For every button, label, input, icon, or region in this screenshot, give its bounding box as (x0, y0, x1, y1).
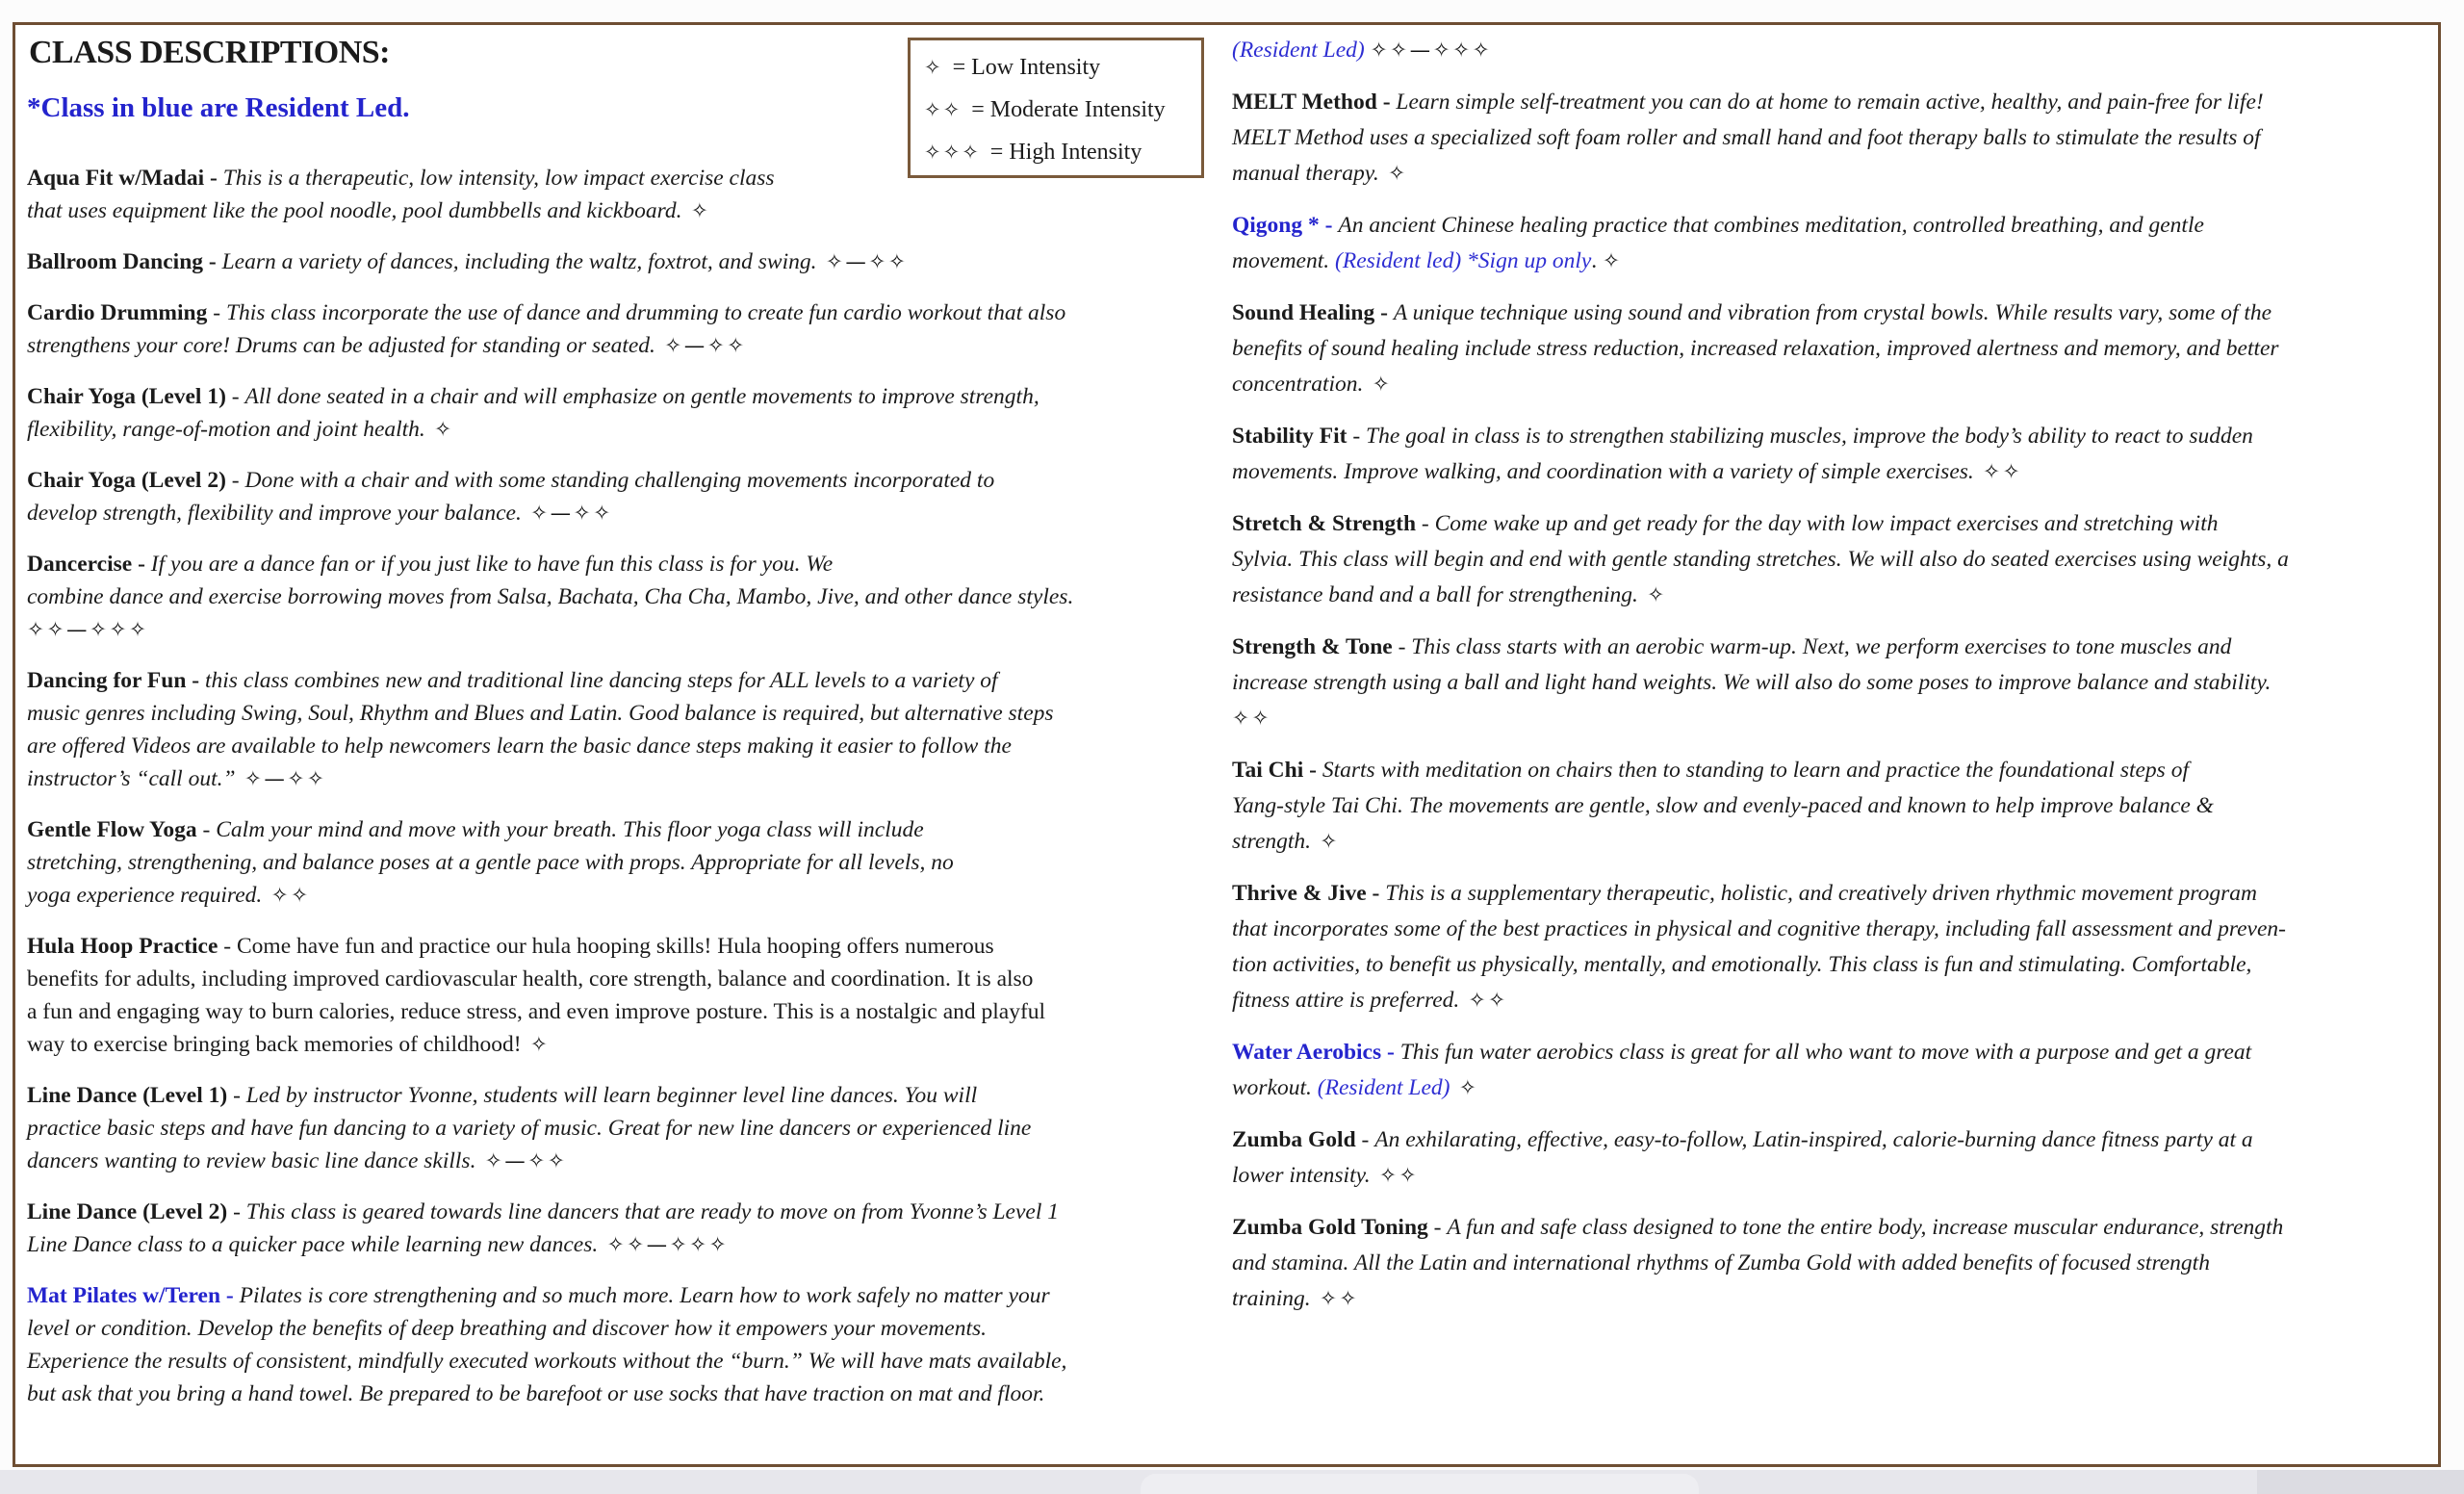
text-segment: movements. Improve walking, and coordination with a variety of simple exercises. (1232, 459, 1974, 484)
class-description-gentle-flow-yoga (27, 813, 1238, 913)
resident-led-note: *Class in blue are Resident Led. (27, 92, 410, 123)
text-segment: combine dance and exercise borrowing moves from Salsa, Bachata, Cha Cha, Mambo, Jive, and other dance styles. (27, 584, 1074, 609)
text-line (1232, 244, 2441, 279)
text-segment: Hula Hoop Practice (27, 934, 224, 959)
text-line (1232, 85, 2441, 120)
intensity-diamond-icon: ✧ (1603, 249, 1623, 273)
intensity-diamond-icon: ✧—✧✧ (816, 250, 909, 274)
text-segment: This class is geared towards line dancers that are ready to move on from Yvonne’s Level 1 (245, 1199, 1059, 1224)
text-segment: concentration. (1232, 372, 1364, 397)
text-line (1232, 912, 2441, 947)
text-line (27, 548, 1238, 580)
text-segment: Learn a variety of dances, including the waltz, foxtrot, and swing. (221, 249, 817, 274)
text-line (1232, 1035, 2441, 1070)
text-line (27, 1196, 1238, 1228)
text-segment: All done seated in a chair and will emphasize on gentle movements to improve strength, (244, 384, 1040, 409)
text-line (1232, 1070, 2441, 1106)
text-segment: fitness attire is preferred. (1232, 988, 1460, 1013)
text-segment: - (202, 817, 217, 842)
text-segment: Aqua Fit w/Madai - (27, 166, 223, 191)
text-segment: strength. (1232, 829, 1312, 854)
class-description-chair-yoga-level-2 (27, 464, 1238, 530)
text-segment: - (1352, 424, 1367, 449)
text-line (1232, 824, 2441, 860)
text-segment: This fun water aerobics class is great for all who want to move with a purpose and get a great (1399, 1040, 2252, 1065)
text-line (1232, 983, 2441, 1018)
class-description-zumba-gold-toning (1232, 1210, 2441, 1317)
text-segment: yoga experience required. (27, 883, 263, 908)
text-line (1232, 296, 2441, 331)
text-segment: (Resident led) *Sign up only (1335, 248, 1592, 273)
text-line (1232, 156, 2441, 192)
taskbar-shape (1141, 1474, 1699, 1494)
text-segment: Dancercise - (27, 552, 151, 577)
text-segment: Zumba Gold (1232, 1127, 1362, 1152)
text-segment: . (1591, 248, 1604, 273)
text-line (1232, 578, 2441, 613)
text-line (1232, 1122, 2441, 1158)
text-line (27, 930, 1238, 963)
text-line (27, 380, 1238, 413)
text-segment: Chair Yoga (Level 2) (27, 468, 232, 493)
text-segment: Sound Healing - (1232, 300, 1394, 325)
text-line (27, 162, 1238, 194)
text-segment: This class starts with an aerobic warm-up. Next, we perform exercises to tone muscles and (1411, 634, 2232, 659)
text-line (1232, 542, 2441, 578)
text-segment: Mat Pilates w/Teren - (27, 1283, 240, 1308)
text-segment: Strength & Tone (1232, 634, 1399, 659)
text-line (27, 813, 1238, 846)
intensity-diamond-icon: ✧✧—✧✧✧ (27, 618, 149, 642)
text-segment: - (231, 468, 245, 493)
text-segment: - (1361, 1127, 1375, 1152)
text-line (27, 697, 1238, 730)
text-segment: that uses equipment like the pool noodle, pool dumbbells and kickboard. (27, 198, 682, 223)
text-line (27, 1028, 1238, 1062)
intensity-diamond-icon: ✧ (424, 418, 454, 442)
text-segment: flexibility, range-of-motion and joint health. (27, 417, 425, 442)
text-segment: Tai Chi - (1232, 758, 1322, 783)
text-line (1232, 876, 2441, 912)
text-segment: An exhilarating, effective, easy-to-follow, Latin-inspired, calorie-burning dance fitness party at a (1374, 1127, 2253, 1152)
legend-label: = Low Intensity (946, 55, 1101, 80)
text-segment: dancers wanting to review basic line dance skills. (27, 1148, 476, 1173)
intensity-diamond-icon: ✧✧ (1973, 460, 2023, 484)
class-description-line-dance-level-1 (27, 1079, 1238, 1178)
legend-label: = Moderate Intensity (965, 97, 1166, 122)
text-segment: that incorporates some of the best practices in physical and cognitive therapy, including fall assessment and preven- (1232, 916, 2286, 941)
class-list-left-column (27, 162, 1238, 1428)
text-segment: manual therapy. (1232, 161, 1379, 186)
text-segment: If you are a dance fan or if you just like to have fun this class is for you. We (150, 552, 834, 577)
window-bottom-edge (0, 1470, 2464, 1494)
text-segment: A fun and safe class designed to tone the entire body, increase muscular endurance, strength (1447, 1215, 2284, 1240)
text-line (27, 1145, 1238, 1178)
intensity-diamond-icon: ✧✧ (1310, 1287, 1359, 1311)
text-line (1232, 1158, 2441, 1194)
class-description-mat-pilates-continued (1232, 33, 2441, 68)
intensity-diamond-icon: ✧—✧✧ (654, 334, 747, 358)
text-line (1232, 701, 2441, 736)
text-segment: This is a supplementary therapeutic, holistic, and creatively driven rhythmic movement program (1385, 881, 2257, 906)
text-segment: Water Aerobics - (1232, 1040, 1400, 1065)
text-line (1232, 208, 2441, 244)
text-line (27, 762, 1238, 796)
intensity-diamond-icon: ✧ (924, 56, 943, 79)
text-segment: Thrive & Jive - (1232, 881, 1386, 906)
text-segment: Line Dance (Level 2) (27, 1199, 234, 1224)
text-segment: benefits for adults, including improved cardiovascular health, core strength, balance and coordination. It is also (27, 966, 1034, 992)
text-line (1232, 367, 2441, 402)
page-title: CLASS DESCRIPTIONS: (29, 35, 390, 70)
text-segment: Yang-style Tai Chi. The movements are gentle, slow and evenly-paced and known to help improve balance & (1232, 793, 2214, 818)
text-line (27, 664, 1238, 697)
text-segment: Come wake up and get ready for the day with low impact exercises and stretching with (1434, 511, 2219, 536)
text-segment: strengthens your core! Drums can be adjusted for standing or seated. (27, 333, 655, 358)
text-segment: Experience the results of consistent, mindfully executed workouts without the “burn.” We will have mats available, (27, 1349, 1067, 1374)
text-line (1232, 788, 2441, 824)
text-segment: benefits of sound healing include stress reduction, increased relaxation, improved alertness and memory, and better (1232, 336, 2279, 361)
text-segment: Qigong * - (1232, 213, 1339, 238)
intensity-diamond-icon: ✧ (1378, 162, 1408, 186)
text-segment: practice basic steps and have fun dancing to a variety of music. Great for new line dancers or experienced line (27, 1116, 1032, 1141)
text-line (27, 580, 1238, 613)
text-segment: are offered Videos are available to help newcomers learn the basic dance steps making it easier to follow the (27, 734, 1012, 759)
text-segment: This class incorporate the use of dance and drumming to create fun cardio workout that also (225, 300, 1066, 325)
intensity-diamond-icon: ✧✧ (1459, 989, 1508, 1013)
text-line (1232, 947, 2441, 983)
class-description-thrive-jive (1232, 876, 2441, 1018)
text-segment: - (231, 384, 245, 409)
text-segment: MELT Method uses a specialized soft foam roller and small hand and foot therapy balls to stimulate the results of (1232, 125, 2261, 150)
taskbar-corner-shape (2257, 1470, 2464, 1494)
intensity-diamond-icon: ✧✧—✧✧✧ (1370, 39, 1493, 63)
text-line (1232, 753, 2441, 788)
intensity-diamond-icon: ✧ (521, 1033, 551, 1057)
text-segment: develop strength, flexibility and improve your balance. (27, 501, 522, 526)
text-segment: Cardio Drumming (27, 300, 214, 325)
text-line (27, 497, 1238, 530)
text-segment: movement. (1232, 248, 1336, 273)
text-segment: Line Dance (Level 1) (27, 1083, 234, 1108)
text-line (27, 464, 1238, 497)
text-segment: - (213, 300, 226, 325)
text-segment: instructor’s “call out.” (27, 766, 236, 791)
intensity-diamond-icon: ✧ (1450, 1076, 1479, 1100)
text-line (27, 963, 1238, 995)
text-line (1232, 419, 2441, 454)
text-line (27, 1079, 1238, 1112)
text-segment: resistance band and a ball for strengthening. (1232, 582, 1638, 607)
class-description-dancercise (27, 548, 1238, 647)
text-segment: training. (1232, 1286, 1311, 1311)
text-segment: increase strength using a ball and light hand weights. We will also do some poses to improve balance and stability. (1232, 670, 2272, 695)
class-description-aqua-fit (27, 162, 1238, 228)
class-description-zumba-gold (1232, 1122, 2441, 1194)
text-line (1232, 454, 2441, 490)
text-line (1232, 630, 2441, 665)
text-segment: Done with a chair and with some standing challenging movements incorporated to (244, 468, 995, 493)
class-description-strength-tone (1232, 630, 2441, 736)
text-line (1232, 1210, 2441, 1246)
text-segment: tion activities, to benefit us physically, mentally, and emotionally. This class is fun and stimulating. Comfortable, (1232, 952, 2252, 977)
class-description-hula-hoop-practice (27, 930, 1238, 1062)
intensity-diamond-icon: ✧ (1637, 583, 1667, 607)
text-segment: (Resident Led) (1317, 1075, 1450, 1100)
text-segment: - (233, 1199, 246, 1224)
text-segment: Gentle Flow Yoga (27, 817, 203, 842)
text-line (1232, 506, 2441, 542)
class-description-melt-method (1232, 85, 2441, 192)
legend-item (924, 46, 1201, 89)
text-segment: level or condition. Develop the benefits of deep breathing and discover how it empowers your movements. (27, 1316, 988, 1341)
legend-list (924, 46, 1201, 173)
text-segment: Led by instructor Yvonne, students will learn beginner level line dances. You will (245, 1083, 978, 1108)
text-segment: music genres including Swing, Soul, Rhythm and Blues and Latin. Good balance is required, but alternative steps (27, 701, 1054, 726)
text-segment: - (1398, 634, 1412, 659)
text-segment: Ballroom Dancing - (27, 249, 222, 274)
text-line (27, 1112, 1238, 1145)
text-segment: Line Dance class to a quicker pace while learning new dances. (27, 1232, 599, 1257)
intensity-diamond-icon: ✧✧ (1370, 1164, 1419, 1188)
text-line (27, 1228, 1238, 1262)
legend-label: = High Intensity (984, 140, 1142, 165)
class-description-cardio-drumming (27, 296, 1238, 363)
intensity-diamond-icon: ✧—✧✧ (235, 767, 327, 791)
text-line (27, 194, 1238, 228)
text-line (27, 846, 1238, 879)
text-segment: Stretch & Strength (1232, 511, 1422, 536)
text-segment: stretching, strengthening, and balance poses at a gentle pace with props. Appropriate for all levels, no (27, 850, 954, 875)
text-line (27, 1378, 1238, 1410)
text-line (1232, 33, 2441, 68)
text-line (1232, 120, 2441, 156)
intensity-diamond-icon: ✧—✧✧ (475, 1149, 568, 1173)
intensity-diamond-icon: ✧✧ (262, 884, 311, 908)
text-segment: The goal in class is to strengthen stabilizing muscles, improve the body’s ability to react to sudden (1366, 424, 2253, 449)
text-segment: Stability Fit (1232, 424, 1353, 449)
class-description-water-aerobics (1232, 1035, 2441, 1106)
text-line (27, 1345, 1238, 1378)
text-line (27, 413, 1238, 447)
intensity-diamond-icon: ✧✧ (1232, 707, 1272, 731)
text-segment: A unique technique using sound and vibration from crystal bowls. While results vary, some of the (1393, 300, 2272, 325)
text-line (27, 329, 1238, 363)
text-segment: workout. (1232, 1075, 1318, 1100)
text-line (27, 296, 1238, 329)
text-segment: Sylvia. This class will begin and end with gentle standing stretches. We will also do seated exercises using weights, a (1232, 547, 2289, 572)
text-segment: this class combines new and traditional line dancing steps for ALL levels to a variety of (204, 668, 998, 693)
text-segment: and stamina. All the Latin and international rhythms of Zumba Gold with added benefits of focused strength (1232, 1250, 2210, 1275)
text-segment: Chair Yoga (Level 1) (27, 384, 232, 409)
text-segment: but ask that you bring a hand towel. Be prepared to be barefoot or use socks that have traction on mat and floor. (27, 1381, 1045, 1406)
text-segment: MELT Method - (1232, 90, 1397, 115)
class-description-stability-fit (1232, 419, 2441, 490)
text-line (27, 1279, 1238, 1312)
text-segment: Learn simple self-treatment you can do at home to remain active, healthy, and pain-free for life! (1396, 90, 2264, 115)
text-segment: Dancing for Fun - (27, 668, 205, 693)
class-description-ballroom-dancing (27, 245, 1238, 279)
intensity-diamond-icon: ✧ (1363, 373, 1393, 397)
class-list-right-column (1232, 33, 2441, 1333)
text-segment: Calm your mind and move with your breath. This floor yoga class will include (216, 817, 924, 842)
intensity-diamond-icon: ✧✧✧ (924, 141, 981, 164)
text-segment: - (1421, 511, 1435, 536)
text-line (1232, 331, 2441, 367)
text-segment: Starts with meditation on chairs then to standing to learn and practice the foundational steps of (1322, 758, 2189, 783)
class-description-dancing-for-fun (27, 664, 1238, 796)
class-description-chair-yoga-level-1 (27, 380, 1238, 447)
text-line (1232, 1281, 2441, 1317)
text-segment: Pilates is core strengthening and so much more. Learn how to work safely no matter your (239, 1283, 1050, 1308)
class-description-qigong (1232, 208, 2441, 279)
intensity-diamond-icon: ✧—✧✧ (521, 502, 613, 526)
text-line (27, 730, 1238, 762)
class-description-mat-pilates (27, 1279, 1238, 1410)
text-line (27, 613, 1238, 647)
document-border (13, 22, 2441, 1467)
text-segment: Zumba Gold Toning (1232, 1215, 1434, 1240)
text-segment: - Come have fun and practice our hula hooping skills! Hula hooping offers numerous (223, 934, 994, 959)
legend-item (924, 89, 1201, 131)
text-line (27, 879, 1238, 913)
text-segment: - (233, 1083, 246, 1108)
text-line (27, 245, 1238, 279)
class-description-stretch-strength (1232, 506, 2441, 613)
text-line (27, 995, 1238, 1028)
text-segment: lower intensity. (1232, 1163, 1371, 1188)
intensity-diamond-icon: ✧ (681, 199, 711, 223)
text-segment: (Resident Led) (1232, 38, 1371, 63)
text-segment: way to exercise bringing back memories of childhood! (27, 1032, 522, 1057)
text-line (1232, 665, 2441, 701)
text-segment: - (1433, 1215, 1448, 1240)
text-segment: This is a therapeutic, low intensity, low impact exercise class (222, 166, 775, 191)
intensity-legend-box (908, 38, 1204, 178)
intensity-diamond-icon: ✧ (1311, 830, 1340, 854)
class-description-line-dance-level-2 (27, 1196, 1238, 1262)
text-segment: An ancient Chinese healing practice that combines meditation, controlled breathing, and gentle (1338, 213, 2204, 238)
intensity-diamond-icon: ✧✧—✧✧✧ (598, 1233, 730, 1257)
intensity-diamond-icon: ✧✧ (924, 98, 962, 121)
class-description-tai-chi (1232, 753, 2441, 860)
text-line (1232, 1246, 2441, 1281)
text-segment: a fun and engaging way to burn calories, reduce stress, and even improve posture. This is a nostalgic and playful (27, 999, 1046, 1024)
text-line (27, 1312, 1238, 1345)
class-description-sound-healing (1232, 296, 2441, 402)
